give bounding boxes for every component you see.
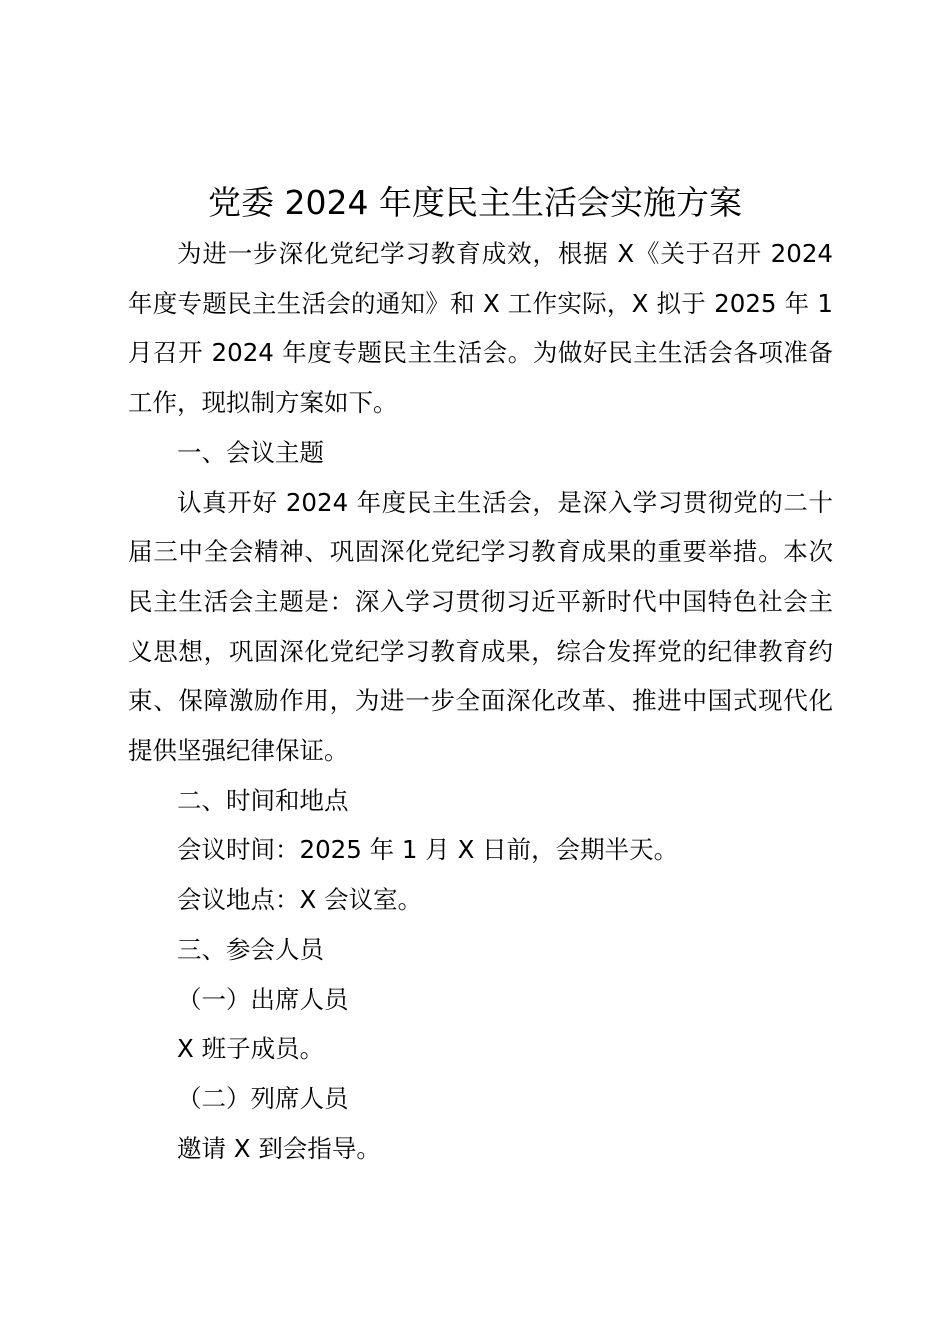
meeting-place-line: 会议地点：X 会议室。 [177,885,423,915]
section-heading-theme: 一、会议主题 [177,437,324,467]
document-title: 党委 2024 年度民主生活会实施方案 [208,183,742,222]
meeting-time-line: 会议时间：2025 年 1 月 X 日前，会期半天。 [177,835,679,865]
document-body [128,229,833,1173]
section-heading-attendees: 三、参会人员 [177,934,324,964]
theme-paragraph: 认真开好 2024 年度民主生活会，是深入学习贯彻党的二十届三中全会精神、巩固深化党纪学习教育成果的重要举措。本次民主生活会主题是：深入学习贯彻习近平新时代中国特色社会主义思想，巩固深化党纪学习教育成果，综合发挥党的纪律教育约束、保障激励作用，为进一步全面深化改革、推进中国式现代化提供坚强纪律保证。 [128,487,833,766]
subheading-observers: （二）列席人员 [177,1083,349,1113]
subheading-attendees: （一）出席人员 [177,984,349,1014]
section-heading-time-place: 二、时间和地点 [177,785,349,815]
attendees-line: X 班子成员。 [177,1034,325,1064]
intro-paragraph: 为进一步深化党纪学习教育成效，根据 X《关于召开 2024 年度专题民主生活会的通知》和 X 工作实际，X 拟于 2025 年 1 月召开 2024 年度专题民主生活会。为做好民主生活会各项准备工作，现拟制方案如下。 [128,239,833,418]
observers-line: 邀请 X 到会指导。 [177,1133,381,1163]
